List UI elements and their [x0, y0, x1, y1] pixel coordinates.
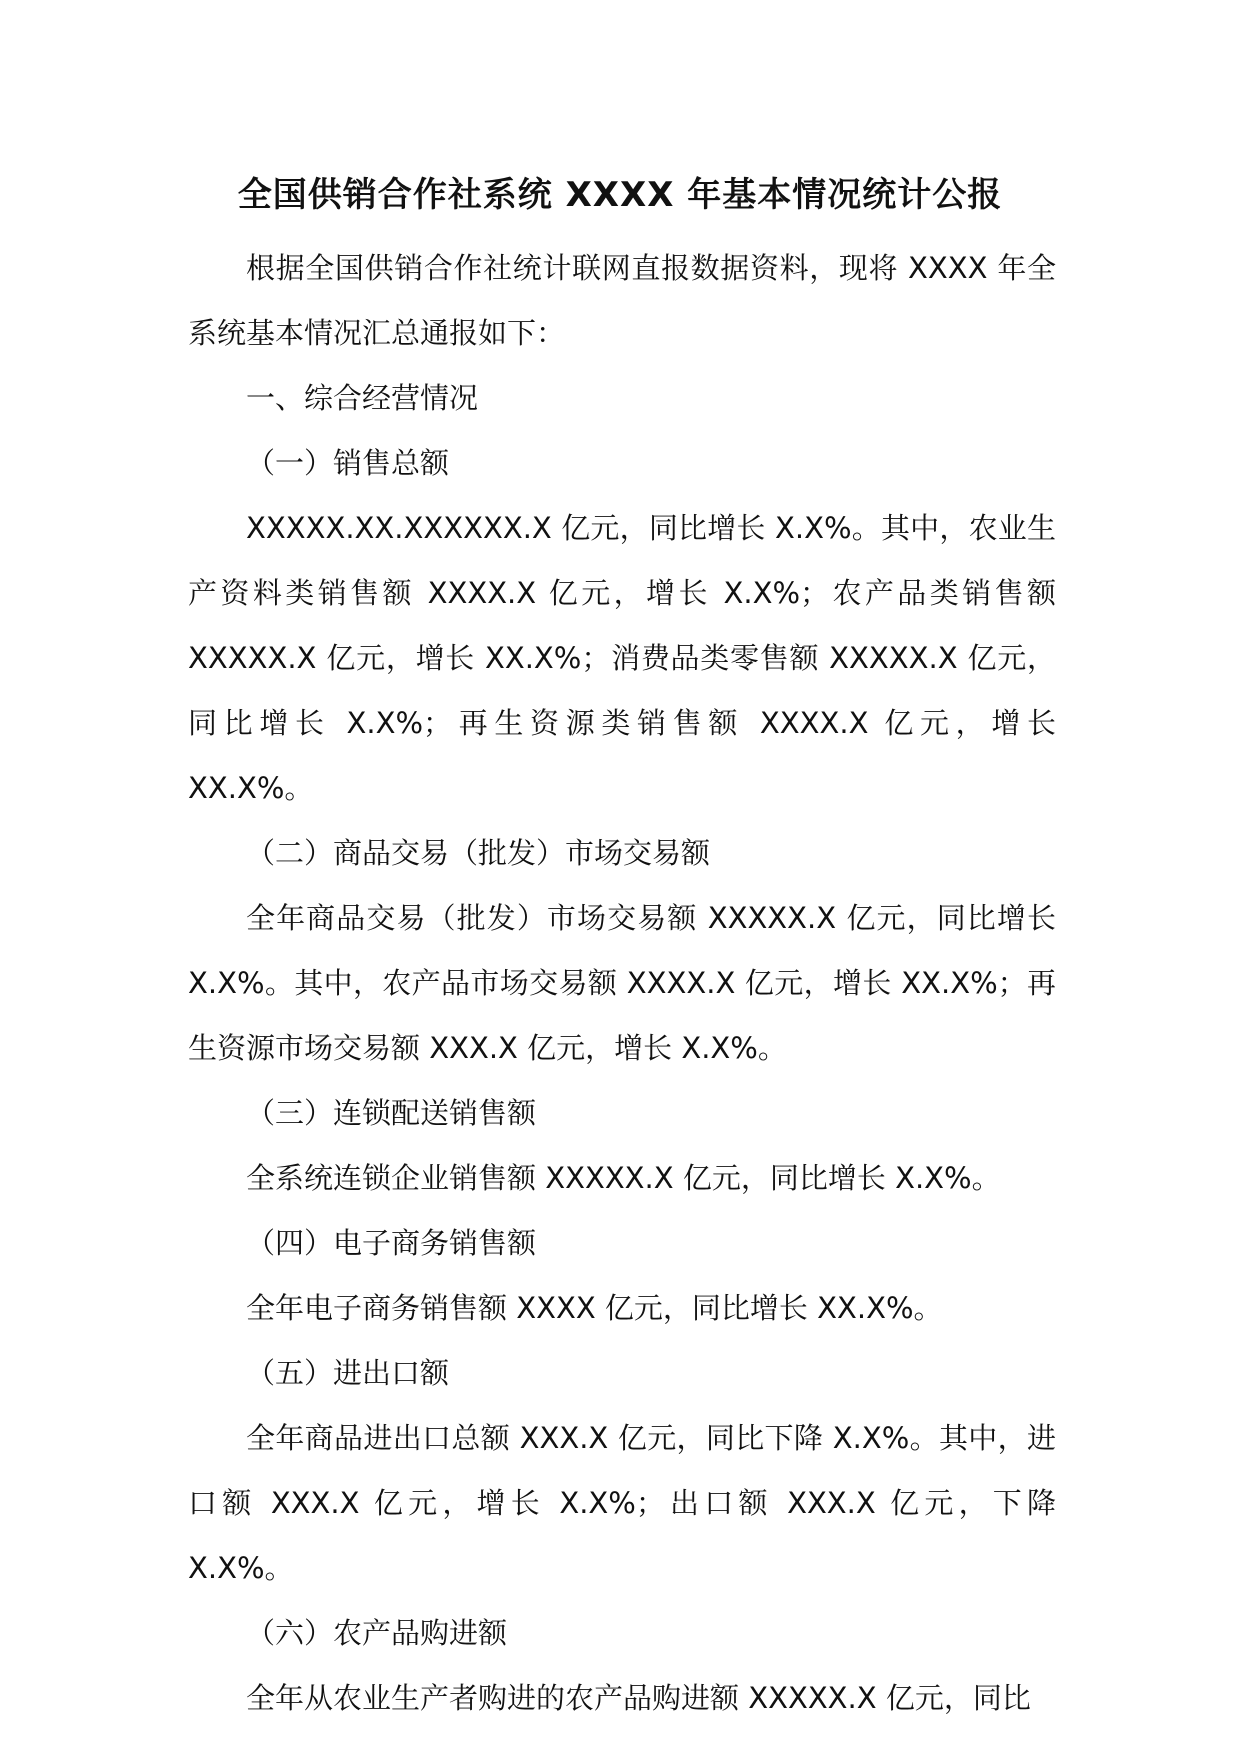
body-paragraph: XXXXX.XX.XXXXXX.X 亿元，同比增长 X.X%。其中，农业生产资料类销售额 XXXX.X 亿元，增长 X.X%；农产品类销售额 XXXXX.X 亿元，增长 XX.X%；消费品类零售额 XXXXX.X 亿元，同比增长 X.X%；再生资源类销售额 XXXX.X 亿元，增长 XX.X%。 [188, 511, 1056, 805]
subsection-heading: （五）进出口额 [246, 1356, 450, 1390]
section-heading: 一、综合经营情况 [246, 381, 479, 415]
body-paragraph: 全年电子商务销售额 XXXX 亿元，同比增长 XX.X%。 [246, 1291, 943, 1325]
subsection-heading: （三）连锁配送销售额 [246, 1096, 537, 1130]
intro-paragraph: 根据全国供销合作社统计联网直报数据资料，现将 XXXX 年全系统基本情况汇总通报如下： [188, 251, 1056, 350]
subsection-heading: （四）电子商务销售额 [246, 1226, 537, 1260]
body-paragraph: 全年商品交易（批发）市场交易额 XXXXX.X 亿元，同比增长 X.X%。其中，农产品市场交易额 XXXX.X 亿元，增长 XX.X%；再生资源市场交易额 XXX.X 亿元，增长 X.X%。 [188, 901, 1056, 1065]
document-body [188, 236, 1056, 1731]
subsection-heading: （一）销售总额 [246, 446, 450, 480]
document-title: 全国供销合作社系统 XXXX 年基本情况统计公报 [237, 175, 1003, 215]
body-paragraph: 全年商品进出口总额 XXX.X 亿元，同比下降 X.X%。其中，进口额 XXX.X 亿元，增长 X.X%；出口额 XXX.X 亿元，下降 X.X%。 [188, 1421, 1056, 1585]
subsection-heading: （二）商品交易（批发）市场交易额 [246, 836, 711, 870]
subsection-heading: （六）农产品购进额 [246, 1616, 508, 1650]
body-paragraph: 全系统连锁企业销售额 XXXXX.X 亿元，同比增长 X.X%。 [246, 1161, 1001, 1195]
body-paragraph: 全年从农业生产者购进的农产品购进额 XXXXX.X 亿元，同比 [246, 1681, 1031, 1715]
